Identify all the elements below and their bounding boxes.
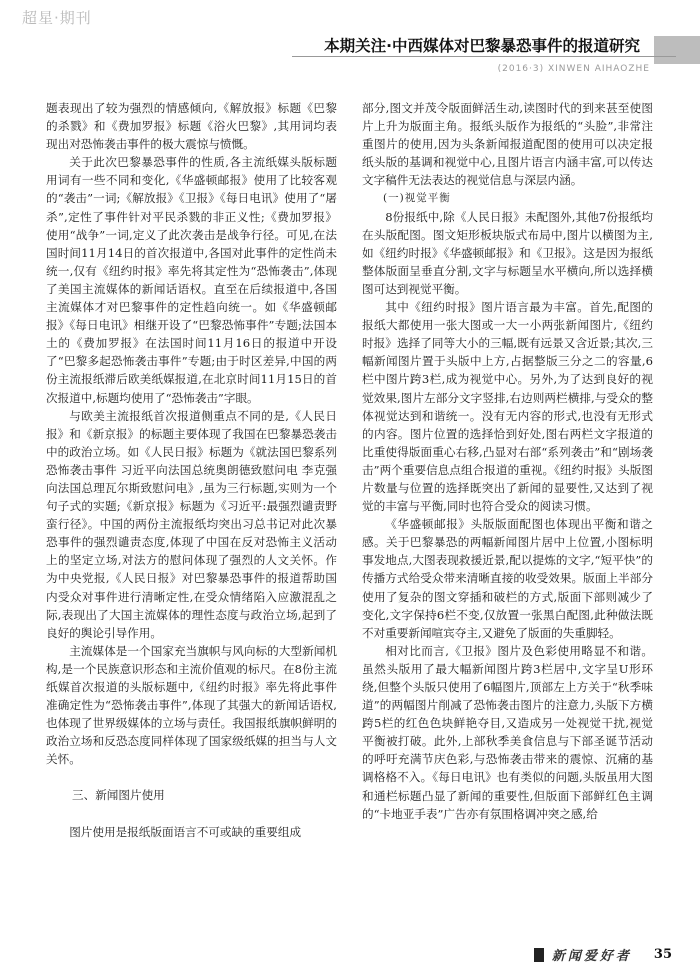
footer-mark: [534, 948, 544, 962]
paragraph: 其中《纽约时报》图片语言最为丰富。首先,配图的报纸大都使用一张大图或一大一小两张新闻图片,《纽约时报》选择了同等大小的三幅,既有远景又含近景;其次,三幅新闻图片置于头版中上方,占据整版三分之二的容量,6栏中图片跨3栏,成为视觉中心。另外,为了达到良好的视觉效果,图片左部分文字竖排,右边则两栏横排,与受众的整体视觉达到和谐统一。没有无内容的形式,也没有无形式的内容。图片位置的选择恰到好处,图右两栏文字报道的比重使得版面重心右移,凸显对右部“系列袭击”和“剧场袭击”两个重要信息点组合报道的重视。《纽约时报》头版图片数量与位置的选择既突出了新闻的显要性,又达到了视觉的丰富与平衡,同时也符合受众的阅读习惯。: [362, 300, 653, 514]
paragraph: 题表现出了较为强烈的情感倾向,《解放报》标题《巴黎的杀戮》和《费加罗报》标题《浴火巴黎》,其用词均表现出对恐怖袭击事件的极大震惊与愤慨。: [46, 101, 337, 152]
paragraph: 主流媒体是一个国家充当旗帜与风向标的大型新闻机构,是一个民族意识形态和主流价值观的标尺。在8份主流纸媒首次报道的头版标题中,《纽约时报》率先将此事件准确定性为“恐怖袭击事件”,体现了其强大的新闻话语权,也体现了世界级媒体的立场与责任。我国报纸旗帜鲜明的政治立场和反恐态度同样体现了国家级纸媒的担当与人文关怀。: [46, 643, 337, 767]
issue-line: (2016·3) XINWEN AIHAOZHE: [497, 64, 650, 74]
paragraph: 《华盛顿邮报》头版版面配图也体现出平衡和谐之感。关于巴黎暴恐的两幅新闻图片居中上位置,小图标明事发地点,大图表现救援近景,配以提炼的文字,“短平快”的传播方式给受众带来清晰直接的收受效果。版面上半部分使用了复杂的图文穿插和破栏的方式,版面下部则减少了变化,文字保持6栏不变,仅放置一张黑白配图,此种做法既不对重要新闻喧宾夺主,又避免了版面的失重脚轻。: [362, 517, 653, 640]
paragraph: 关于此次巴黎暴恐事件的性质,各主流纸媒头版标题用词有一些不同和变化,《华盛顿邮报》使用了比较客观的“袭击”一词;《解放报》《卫报》《每日电讯》使用了“屠杀”,定性了事件针对平民杀戮的非正义性;《费加罗报》使用“战争”一词,定义了此次袭击是战争行径。可见,在法国时间11月14日的首次报道中,各国对此事件的定性尚未统一,仅有《纽约时报》率先将其定性为“恐怖袭击”,体现了美国主流媒体的新闻话语权。直至在后续报道中,各国主流媒体才对巴黎事件的定性趋向统一。如《华盛顿邮报》《每日电讯》相继开设了“巴黎恐怖事件”专题;法国本土的《费加罗报》在法国时间11月16日的报道中开设了“巴黎多起恐怖袭击事件”专题;由于时区差异,中国的两份主流报纸滞后欧美纸媒报道,在北京时间11月15日的首次报道中,标题均使用了“恐怖袭击”字眼。: [46, 155, 337, 405]
header-gray-block: [654, 36, 700, 64]
section-heading: 三、新闻图片使用: [72, 788, 165, 803]
journal-logo: 超星·期刊: [22, 9, 92, 27]
article-title: 本期关注·中西媒体对巴黎暴恐事件的报道研究: [324, 37, 640, 55]
page-number: 35: [653, 947, 672, 962]
magazine-name: 新闻爱好者: [551, 949, 632, 964]
page-footer: [534, 945, 672, 964]
subheading: (一)视觉平衡: [383, 192, 451, 205]
header-rule: [292, 56, 676, 57]
paragraph: 与欧美主流报纸首次报道侧重点不同的是,《人民日报》和《新京报》的标题主要体现了我国在巴黎暴恐袭击中的政治立场。如《人民日报》标题为《就法国巴黎系列恐怖袭击事件 习近平向法国总统奥朗德致慰问电 李克强向法国总理瓦尔斯致慰问电》,虽为三行标题,实则为一个句子式的实题;《新京报》标题为《习近平:最强烈谴责野蛮行径》。中国的两份主流报纸均突出习总书记对此次暴恐事件的强烈谴责态度,体现了中国在反对恐怖主义活动上的坚定立场,对法方的慰问体现了强烈的人文关怀。作为中央党报,《人民日报》对巴黎暴恐事件的报道帮助国内受众对事件进行清晰定性,在受众情绪陷入应激混乱之际,表现出了大国主流媒体的理性态度与政治立场,起到了良好的舆论引导作用。: [46, 408, 337, 640]
paragraph: 8份报纸中,除《人民日报》未配图外,其他7份报纸均在头版配图。图文矩形板块版式布局中,图片以横图为主,如《纽约时报》《华盛顿邮报》和《卫报》。这是因为报纸整体版面呈垂直分割,文字与标题呈水平横向,所以选择横图可达到视觉平衡。: [362, 209, 653, 296]
right-column: [362, 99, 653, 823]
spacer: [46, 805, 337, 823]
paragraph: 部分,图文并茂令版面鲜活生动,读图时代的到来甚至使图片上升为版面主角。报纸头版作为报纸的“头脸”,非常注重图片的使用,因为头条新闻报道配图的使用可以决定报纸头版的基调和视觉中心,且图片语言内涵丰富,可以传达文字稿件无法表达的视觉信息与深层内涵。: [362, 101, 653, 188]
paragraph: 相对比而言,《卫报》图片及色彩使用略显不和谐。虽然头版用了最大幅新闻图片跨3栏居中,文字呈U形环绕,但整个头版只使用了6幅图片,顶部左上方关于“秋季味道”的两幅图片削减了恐怖袭击图片的注意力,头版下方横跨5栏的红色色块鲜艳夺目,又造成另一处视觉干扰,视觉平衡被打破。此外,上部秋季美食信息与下部圣诞节活动的呼吁充满节庆色彩,与恐怖袭击带来的震惊、沉痛的基调格格不入。《每日电讯》也有类似的问题,头版虽用大图和通栏标题凸显了新闻的重要性,但版面下部鲜红色主调的“卡地亚手表”广告亦有氛围格调冲突之感,给: [362, 643, 653, 821]
paragraph: 图片使用是报纸版面语言不可或缺的重要组成: [69, 824, 302, 839]
left-column: [46, 99, 337, 841]
spacer: [46, 768, 337, 786]
